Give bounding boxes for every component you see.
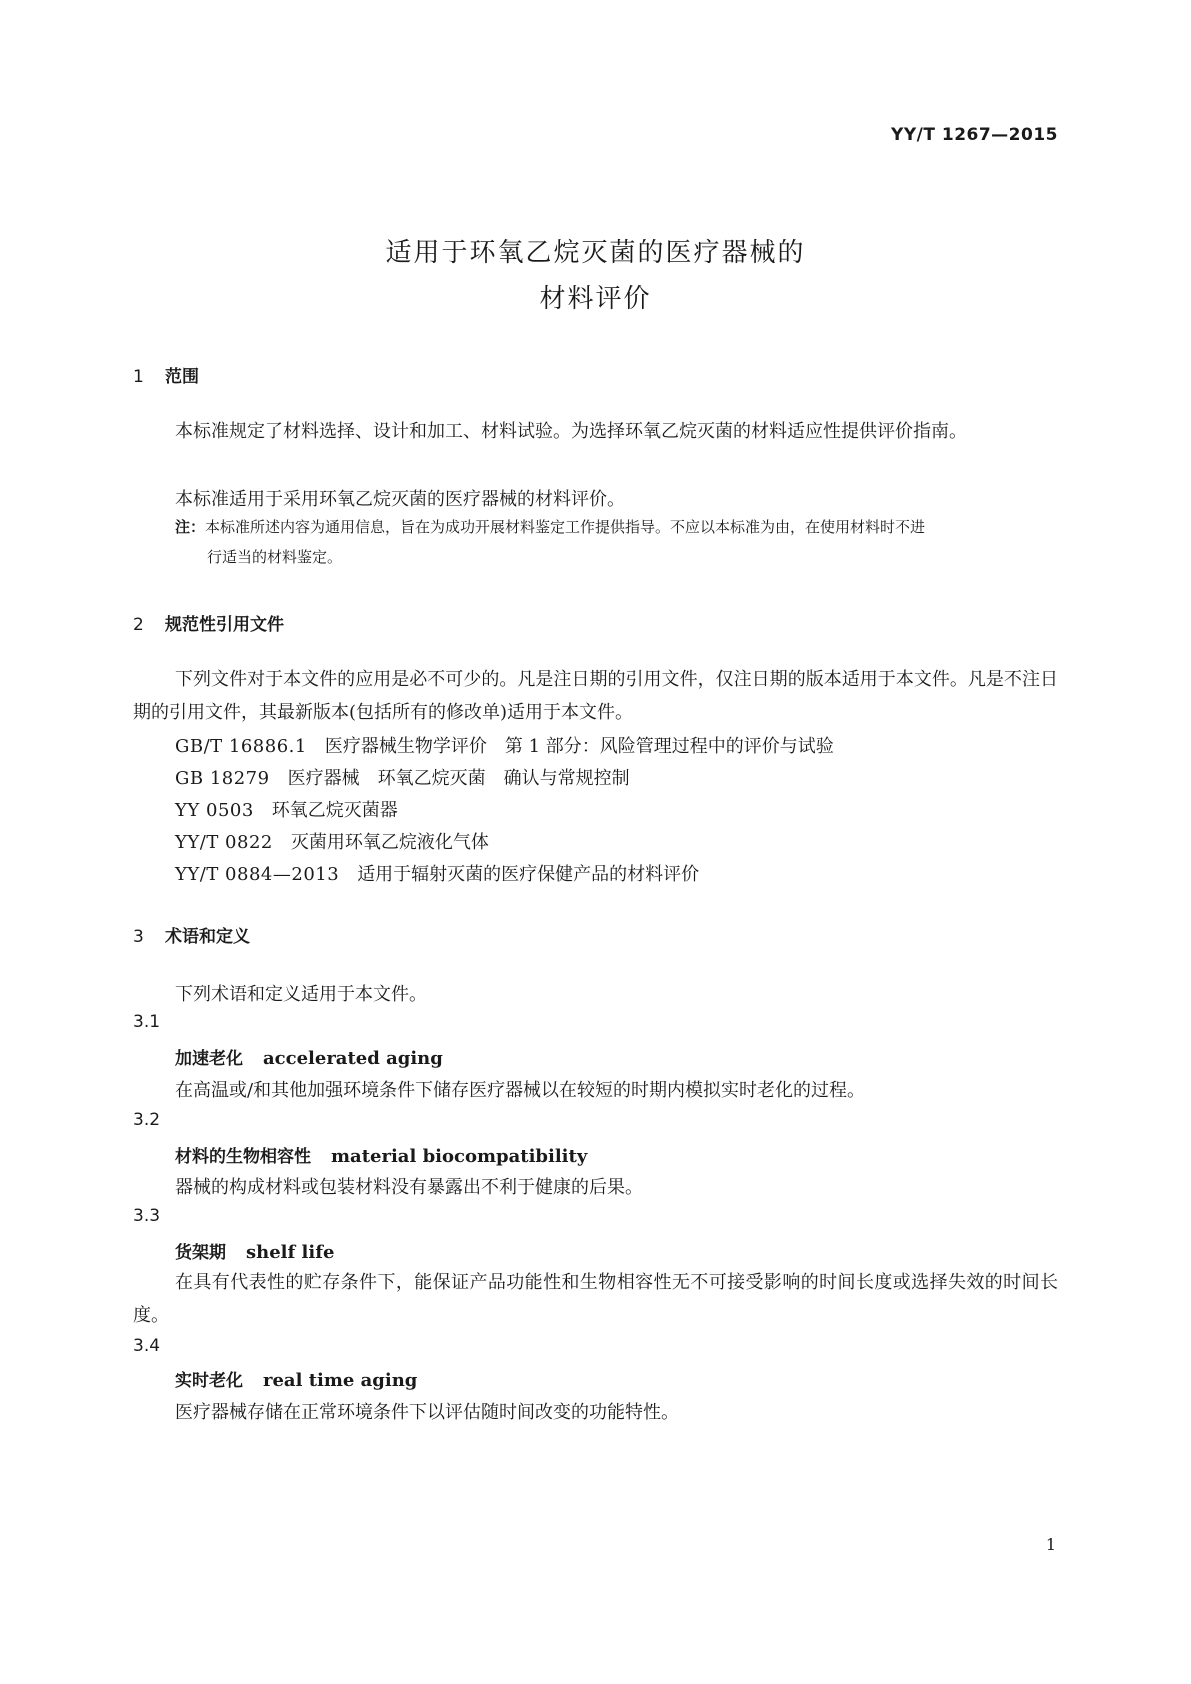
term-english: real time aging [263, 1370, 418, 1391]
reference-code: YY 0503 [175, 800, 254, 821]
term-definition [133, 1266, 1058, 1332]
reference-code: GB 18279 [175, 768, 270, 789]
term-heading [175, 1366, 417, 1391]
page-number: 1 [1045, 1535, 1056, 1554]
section-title: 术语和定义 [165, 927, 250, 947]
section-number: 1 [133, 367, 144, 387]
term-chinese: 实时老化 [175, 1371, 243, 1391]
document-title-line-1: 适用于环氧乙烷灭菌的医疗器械的 [385, 238, 806, 268]
term-definition: 医疗器械存储在正常环境条件下以评估随时间改变的功能特性。 [175, 1402, 679, 1423]
term-number: 3.1 [133, 1012, 161, 1032]
term-chinese: 货架期 [175, 1243, 226, 1263]
term-heading [175, 1142, 587, 1167]
term-definition: 在高温或/和其他加强环境条件下储存医疗器械以在较短的时期内模拟实时老化的过程。 [175, 1080, 866, 1101]
section-1-note [175, 512, 1058, 572]
reference-item [175, 860, 699, 886]
term-english: accelerated aging [263, 1048, 443, 1069]
section-3-heading [133, 922, 250, 947]
standard-code: YY/T 1267—2015 [891, 125, 1058, 145]
section-number: 3 [133, 927, 144, 947]
paragraph-text: 下列文件对于本文件的应用是必不可少的。凡是注日期的引用文件，仅注日期的版本适用于本文件。凡是不注日期的引用文件，其最新版本(包括所有的修改单)适用于本文件。 [133, 669, 1058, 723]
section-1-paragraph-1 [133, 415, 1058, 448]
term-chinese: 加速老化 [175, 1049, 243, 1069]
section-number: 2 [133, 615, 144, 635]
reference-title: 适用于辐射灭菌的医疗保健产品的材料评价 [357, 864, 700, 885]
term-number: 3.2 [133, 1110, 161, 1130]
term-number: 3.4 [133, 1336, 161, 1356]
reference-item [175, 732, 834, 758]
reference-title: 环氧乙烷灭菌器 [271, 800, 398, 821]
paragraph-text: 在具有代表性的贮存条件下，能保证产品功能性和生物相容性无不可接受影响的时间长度或选择失效的时间长度。 [133, 1272, 1058, 1326]
term-heading [175, 1238, 334, 1263]
note-label: 注： [175, 518, 206, 536]
section-1-paragraph-2: 本标准适用于采用环氧乙烷灭菌的医疗器械的材料评价。 [175, 489, 625, 510]
reference-code: YY/T 0822 [175, 832, 273, 853]
section-1-heading [133, 362, 199, 387]
note-text-line-1: 本标准所述内容为通用信息，旨在为成功开展材料鉴定工作提供指导。不应以本标准为由，在使用材料时不进 [205, 518, 926, 536]
term-number: 3.3 [133, 1206, 161, 1226]
document-title-line-2: 材料评价 [539, 284, 652, 314]
reference-title: 灭菌用环氧乙烷液化气体 [290, 832, 489, 853]
reference-title: 医疗器械生物学评价 第 1 部分：风险管理过程中的评价与试验 [324, 736, 834, 757]
term-english: material biocompatibility [331, 1146, 588, 1167]
reference-code: YY/T 0884—2013 [175, 864, 340, 885]
section-3-paragraph-1: 下列术语和定义适用于本文件。 [175, 984, 427, 1005]
section-title: 规范性引用文件 [165, 615, 284, 635]
reference-code: GB/T 16886.1 [175, 736, 307, 757]
reference-item [175, 796, 398, 822]
section-2-heading [133, 610, 284, 635]
term-heading [175, 1044, 443, 1069]
note-text-line-2: 行适当的材料鉴定。 [207, 548, 343, 566]
term-english: shelf life [246, 1242, 335, 1263]
term-chinese: 材料的生物相容性 [175, 1147, 311, 1167]
reference-title: 医疗器械 环氧乙烷灭菌 确认与常规控制 [287, 768, 630, 789]
reference-item [175, 828, 489, 854]
reference-item [175, 764, 630, 790]
paragraph-text: 本标准规定了材料选择、设计和加工、材料试验。为选择环氧乙烷灭菌的材料适应性提供评价指南。 [175, 421, 967, 442]
section-2-paragraph-1 [133, 663, 1058, 729]
section-title: 范围 [165, 367, 199, 387]
term-definition: 器械的构成材料或包装材料没有暴露出不利于健康的后果。 [175, 1177, 643, 1198]
